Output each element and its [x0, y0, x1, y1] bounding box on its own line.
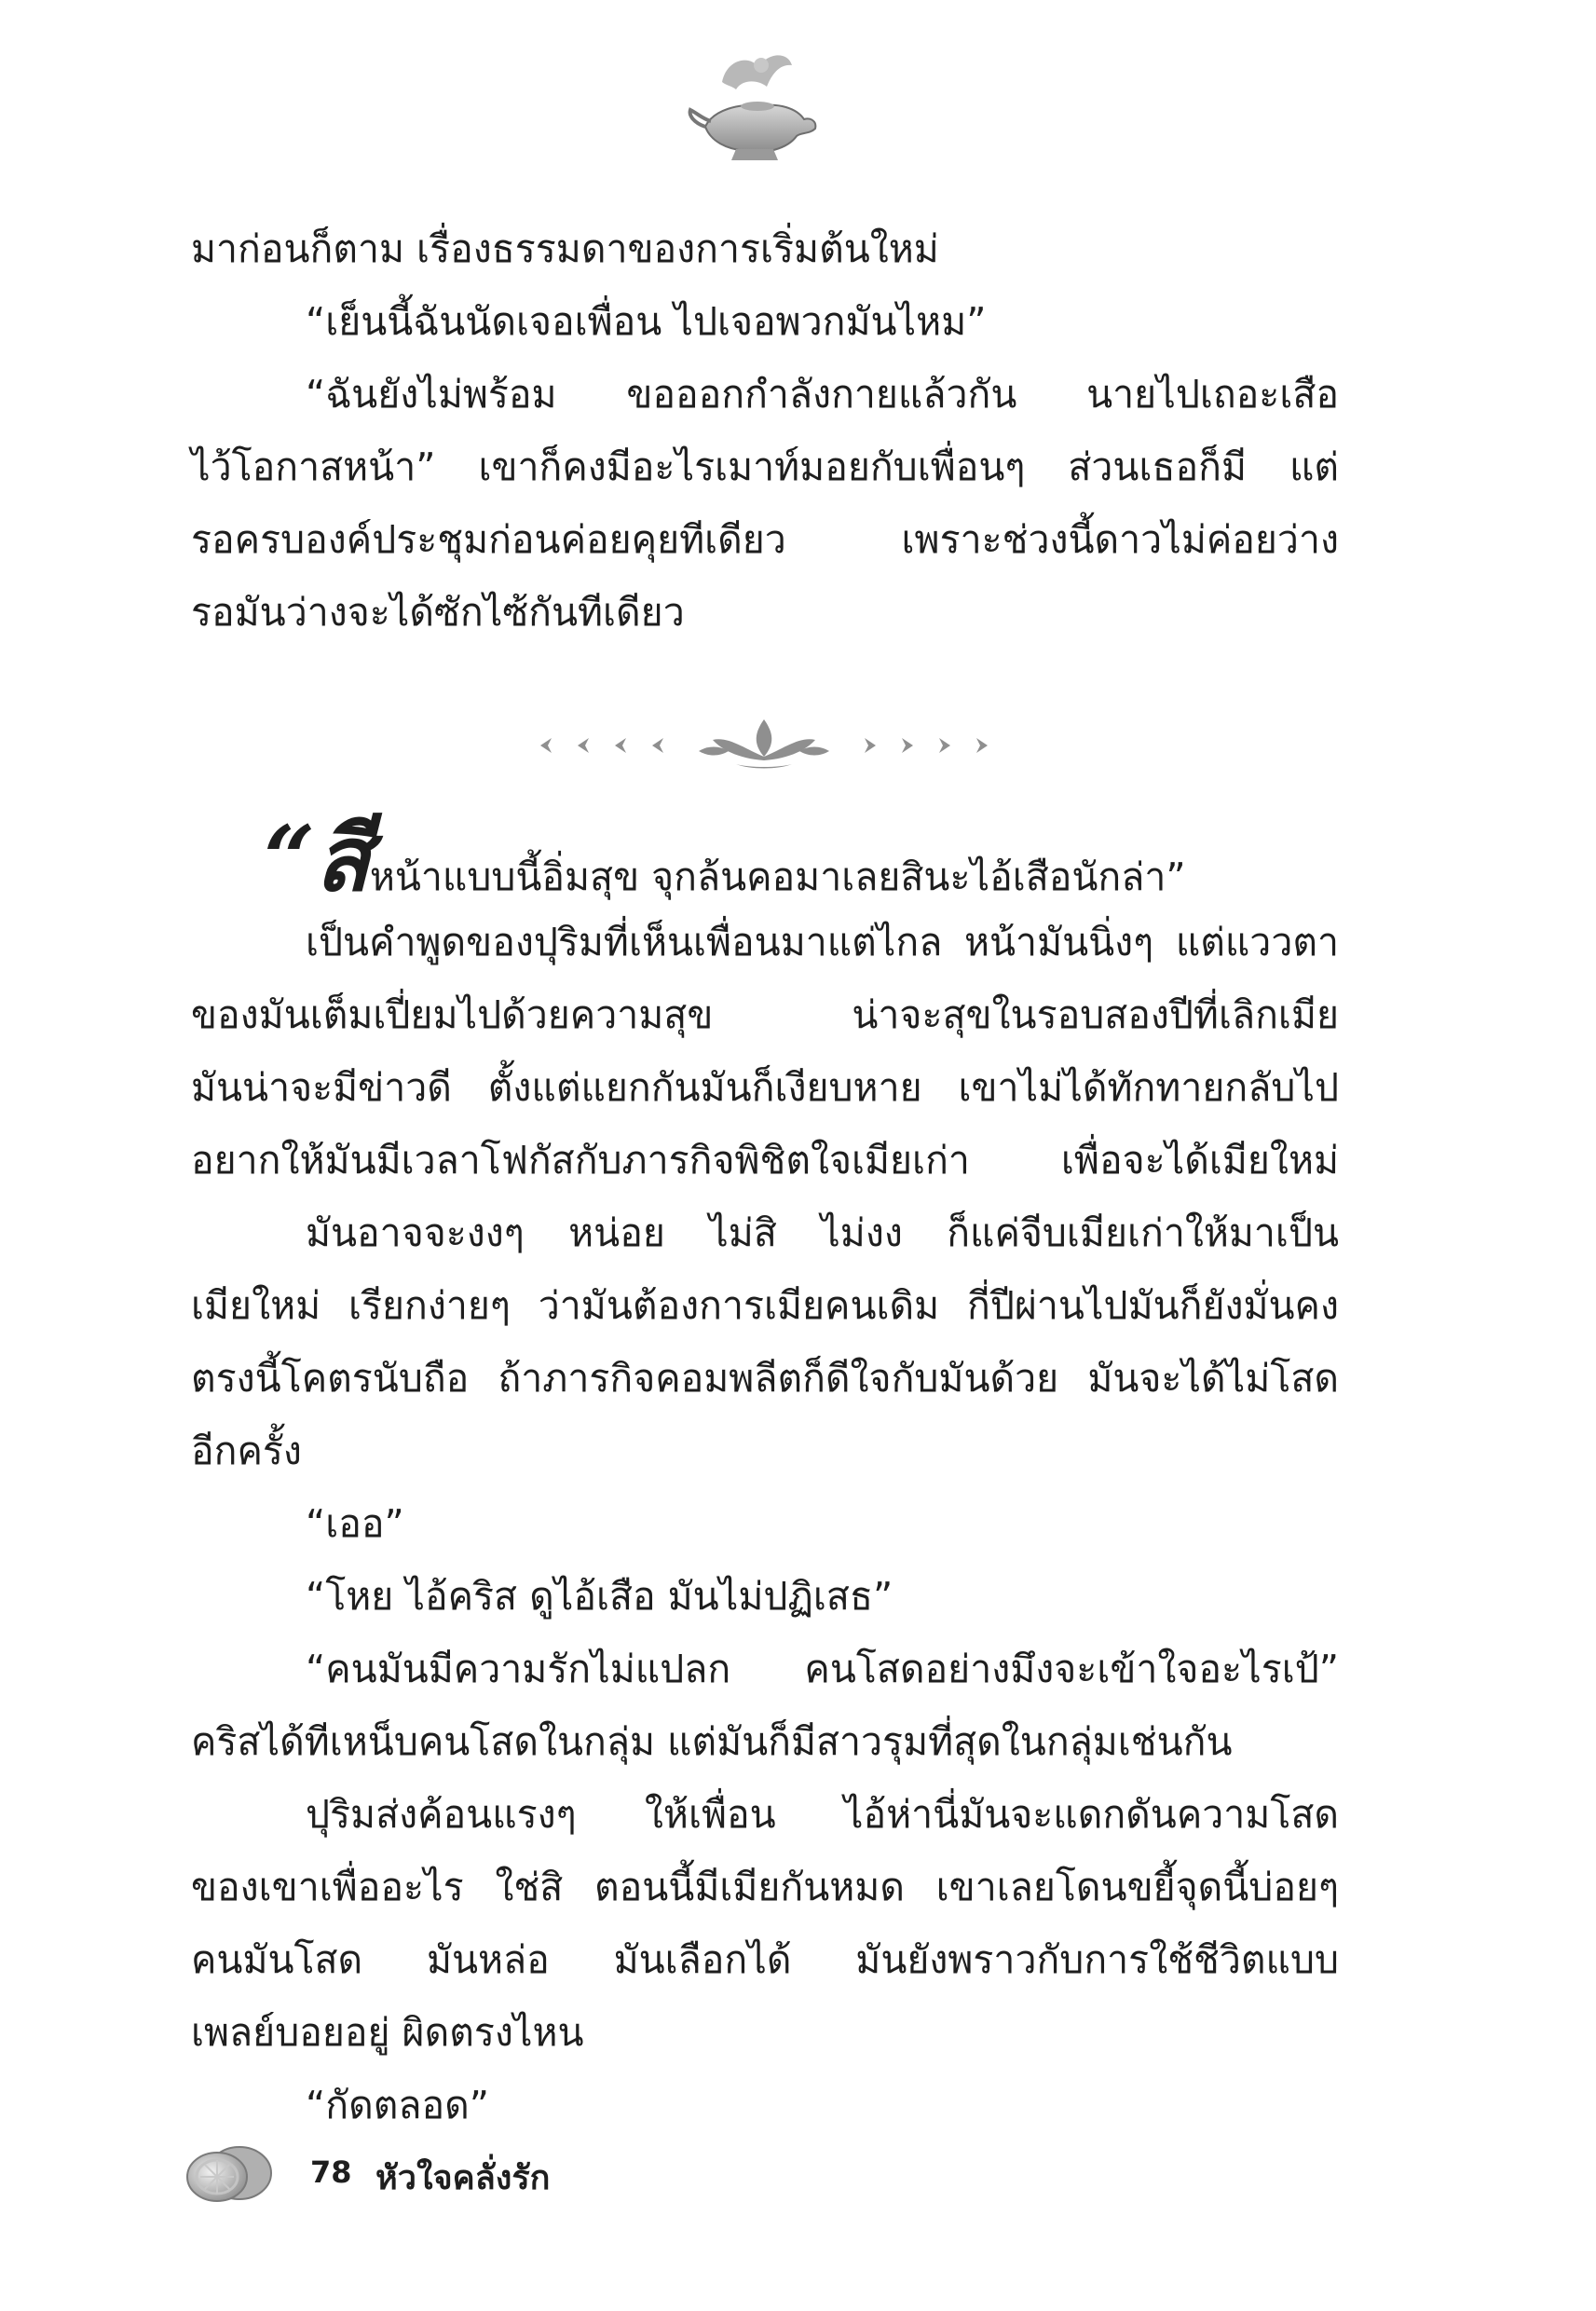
page-number: 78: [310, 2154, 352, 2190]
dialogue-line: “ฉันยังไม่พร้อม ขอออกกำลังกายแล้วกัน นายไปเถอะเสือ: [306, 372, 1339, 417]
dialogue-line: “คนมันมีความรักไม่แปลก คนโสดอย่างมึงจะเข้าใจอะไรเป้”: [306, 1647, 1339, 1691]
paragraph-line: มันอาจจะงงๆ หน่อย ไม่สิ ไม่งง ก็แค่จีบเมียเก่าให้มาเป็น: [306, 1210, 1339, 1255]
genie-lamp-icon: [685, 45, 825, 166]
paragraph-line: รอมันว่างจะได้ซักไซ้กันทีเดียว: [191, 590, 685, 635]
floral-divider-icon: [522, 708, 1006, 783]
section-two: [191, 806, 1339, 2141]
dialogue-line: “กัดตลอด”: [306, 2083, 489, 2127]
dialogue-line: “เย็นนี้ฉันนัดเจอเพื่อน ไปเจอพวกมันไหม”: [306, 299, 987, 344]
paragraph-line: มาก่อนก็ตาม เรื่องธรรมดาของการเริ่มต้นใหม่: [191, 226, 939, 271]
drop-cap: “สี: [264, 806, 370, 911]
paragraph-line: ของเขาเพื่ออะไร ใช่สิ ตอนนี้มีเมียกันหมด เขาเลยโดนขยี้จุดนี้บ่อยๆ: [191, 1865, 1339, 1909]
orange-fruit-icon: [182, 2141, 275, 2207]
chapter-opening-line: [191, 806, 1339, 911]
section-one: [191, 212, 1339, 649]
dialogue-line: “โหย ไอ้คริส ดูไอ้เสือ มันไม่ปฏิเสธ”: [306, 1574, 893, 1619]
paragraph-line: อีกครั้ง: [191, 1429, 302, 1473]
paragraph-line: มันน่าจะมีข่าวดี ตั้งแต่แยกกันมันก็เงียบหาย เขาไม่ได้ทักทายกลับไป: [191, 1065, 1339, 1110]
paragraph-line: ของมันเต็มเปี่ยมไปด้วยความสุข น่าจะสุขในรอบสองปีที่เลิกเมีย: [191, 992, 1339, 1037]
paragraph-line: เมียใหม่ เรียกง่ายๆ ว่ามันต้องการเมียคนเดิม กี่ปีผ่านไปมันก็ยังมั่นคง: [191, 1283, 1339, 1328]
paragraph-line: คนมันโสด มันหล่อ มันเลือกได้ มันยังพราวกับการใช้ชีวิตแบบ: [191, 1937, 1339, 1982]
paragraph-line: ปุริมส่งค้อนแรงๆ ให้เพื่อน ไอ้ห่านี่มันจะแดกดันความโสด: [306, 1792, 1339, 1837]
paragraph-line: เพลย์บอยอยู่ ผิดตรงไหน: [191, 2010, 584, 2055]
paragraph-line: คริสได้ทีเหน็บคนโสดในกลุ่ม แต่มันก็มีสาวรุมที่สุดในกลุ่มเช่นกัน: [191, 1719, 1233, 1764]
paragraph-line: เป็นคำพูดของปุริมที่เห็นเพื่อนมาแต่ไกล หน้ามันนิ่งๆ แต่แววตา: [306, 920, 1339, 964]
opening-text: หน้าแบบนี้อิ่มสุข จุกล้นคอมาเลยสินะไอ้เสือนักล่า”: [369, 855, 1186, 899]
paragraph-line: ไว้โอกาสหน้า” เขาก็คงมีอะไรเมาท์มอยกับเพื่อนๆ ส่วนเธอก็มี แต่: [191, 444, 1339, 489]
book-title: หัวใจคลั่งรัก: [375, 2159, 551, 2197]
page-footer: [182, 2141, 834, 2207]
dialogue-line: “เออ”: [306, 1501, 404, 1546]
paragraph-line: ตรงนี้โคตรนับถือ ถ้าภารกิจคอมพลีตก็ดีใจกับมันด้วย มันจะได้ไม่โสด: [191, 1356, 1339, 1401]
paragraph-line: รอครบองค์ประชุมก่อนค่อยคุยทีเดียว เพราะช่วงนี้ดาวไม่ค่อยว่าง: [191, 517, 1339, 562]
paragraph-line: อยากให้มันมีเวลาโฟกัสกับภารกิจพิชิตใจเมียเก่า เพื่อจะได้เมียใหม่: [191, 1138, 1339, 1183]
